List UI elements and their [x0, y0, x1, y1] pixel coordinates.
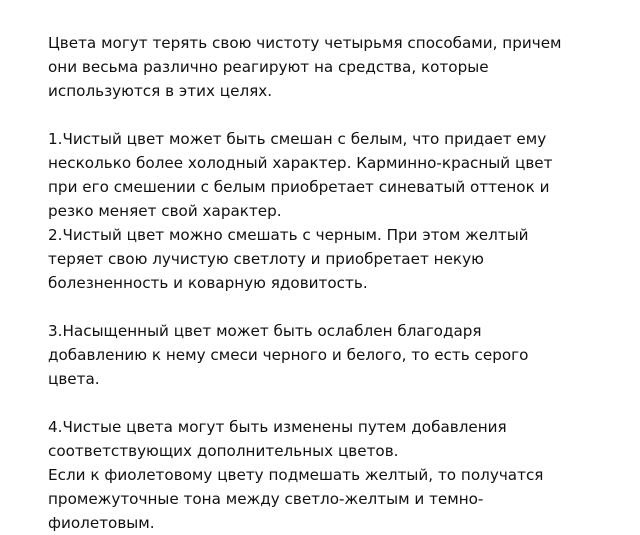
list-item-4: 4.Чистые цвета могут быть изменены путем добавления соответствующих дополнительных цветов. — [48, 418, 507, 460]
text-block — [48, 31, 618, 535]
intro-paragraph: Цвета могут терять свою чистоту четырьмя способами, причем они весьма различно реагируют на средства, которые используются в этих целях. — [48, 34, 562, 100]
list-item-3: 3.Насыщенный цвет может быть ослаблен благодаря добавлению к нему смеси черного и белого, то есть серого цвета. — [48, 322, 529, 388]
list-item-4-example: Если к фиолетовому цвету подмешать желтый, то получатся промежуточные тона между светло-желтым и темно- фиолетовым. — [48, 466, 544, 532]
paragraph-gap — [48, 295, 618, 319]
paragraph-gap — [48, 391, 618, 415]
list-item-2: 2.Чистый цвет можно смешать с черным. При этом желтый теряет свою лучистую светлоту и приобретает некую болезненность и коварную ядовитость. — [48, 226, 529, 292]
list-item-1: 1.Чистый цвет может быть смешан с белым, что придает ему несколько более холодный характер. Карминно-красный цвет при его смешении с белым приобретает синеватый оттенок и резко меняет свой характер. — [48, 130, 553, 220]
paragraph-gap — [48, 103, 618, 127]
